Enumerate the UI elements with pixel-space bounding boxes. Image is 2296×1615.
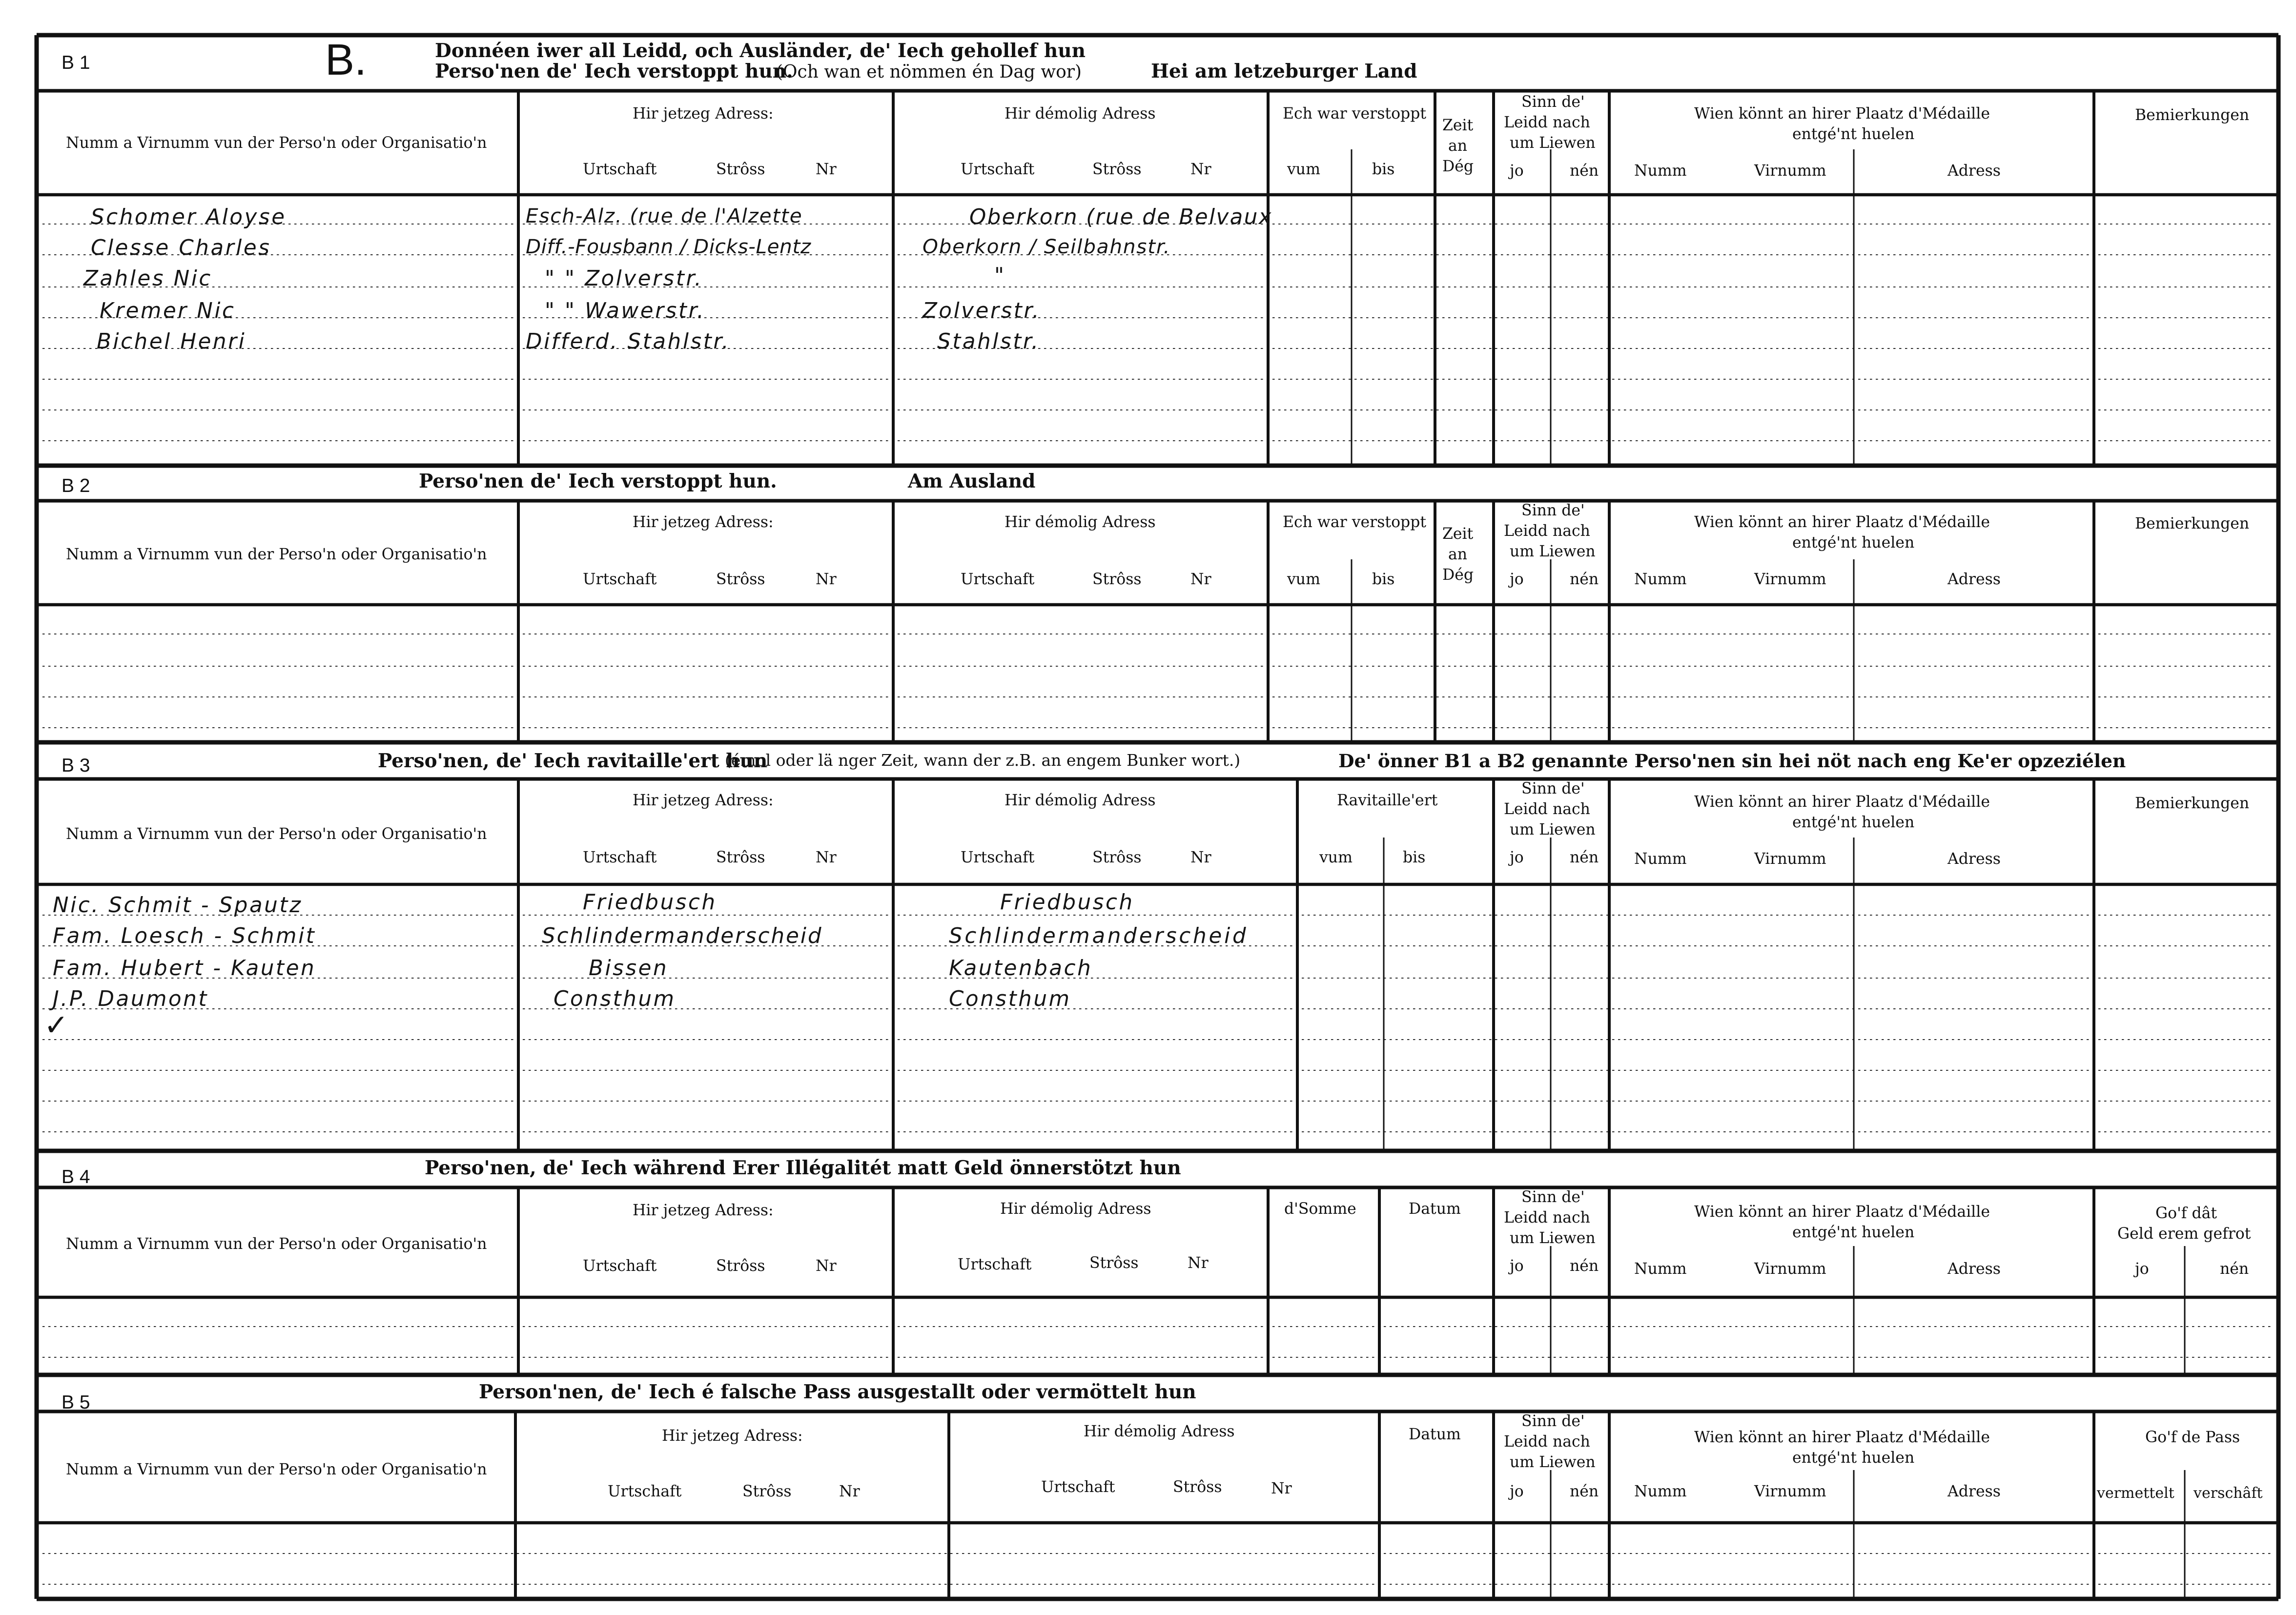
header-sum: d'Somme bbox=[1284, 1201, 1356, 1218]
header-alive: um Liewen bbox=[1510, 821, 1596, 839]
header-from: vum bbox=[1287, 571, 1320, 589]
header-town: Urtschaft bbox=[961, 571, 1035, 589]
section-b2-title: Perso'nen de' Iech verstoppt hun. bbox=[419, 471, 777, 493]
section-b1-subtitle: Perso'nen de' Iech verstoppt hun. bbox=[435, 61, 793, 83]
entry-current-address: " " Wawerstr. bbox=[545, 300, 706, 324]
header-town: Urtschaft bbox=[583, 1258, 657, 1275]
header-no: nén bbox=[1570, 849, 1599, 867]
header-alive: Leidd nach bbox=[1504, 114, 1590, 132]
header-street: Strôss bbox=[716, 161, 765, 179]
header-street: Strôss bbox=[1092, 849, 1142, 867]
entry-current-address: Schlindermanderscheid bbox=[542, 925, 823, 949]
header-number: Nr bbox=[1271, 1480, 1292, 1498]
header-money-back: Go'f dât bbox=[2155, 1205, 2217, 1223]
header-first-name: Virnumm bbox=[1754, 851, 1826, 868]
section-b3-extra: De' önner B1 a B2 genannte Perso'nen sin hei nöt nach eng Ke'er opzeziélen bbox=[1338, 750, 2126, 772]
section-b1-title: Donnéen iwer all Leidd, och Ausländer, de' Iech gehollef hun bbox=[435, 41, 1086, 63]
header-yes: jo bbox=[1510, 1258, 1524, 1275]
entry-name: Fam. Hubert - Kauten bbox=[53, 958, 316, 981]
entry-name: J.P. Daumont bbox=[53, 988, 209, 1012]
header-first-name: Virnumm bbox=[1754, 163, 1826, 180]
header-arranged: vermettelt bbox=[2097, 1486, 2174, 1502]
entry-name: Kremer Nic bbox=[100, 300, 236, 324]
header-number: Nr bbox=[1190, 849, 1211, 867]
entry-current-address: Differd. Stahlstr. bbox=[526, 331, 731, 354]
section-b1-place: Hei am letzeburger Land bbox=[1151, 61, 1417, 83]
header-current-address: Hir jetzeg Adress: bbox=[633, 514, 774, 532]
header-no: nén bbox=[2220, 1261, 2249, 1278]
header-first-name: Virnumm bbox=[1754, 1483, 1826, 1501]
header-medal: Wien könnt an hirer Plaatz d'Médaille bbox=[1694, 105, 1990, 123]
header-town: Urtschaft bbox=[583, 571, 657, 589]
header-medal: Wien könnt an hirer Plaatz d'Médaille bbox=[1694, 1204, 1990, 1221]
header-time: an bbox=[1448, 138, 1468, 155]
header-address: Adress bbox=[1948, 1261, 2001, 1278]
header-number: Nr bbox=[816, 849, 837, 867]
header-name: Numm a Virnumm vun der Perso'n oder Organisatio'n bbox=[66, 826, 487, 843]
checkmark-icon: ✓ bbox=[44, 1007, 70, 1043]
header-number: Nr bbox=[1188, 1255, 1209, 1272]
header-street: Strôss bbox=[716, 849, 765, 867]
header-surname: Numm bbox=[1634, 1261, 1687, 1278]
header-current-address: Hir jetzeg Adress: bbox=[633, 105, 774, 123]
entry-current-address: Friedbusch bbox=[583, 892, 717, 915]
header-remarks: Bemierkungen bbox=[2135, 795, 2250, 813]
header-address: Adress bbox=[1948, 851, 2001, 868]
header-supplied: Ravitaille'ert bbox=[1337, 792, 1438, 810]
section-b2-place: Am Ausland bbox=[908, 471, 1036, 493]
header-alive: Leidd nach bbox=[1504, 1209, 1590, 1227]
header-medal: entgé'nt huelen bbox=[1792, 1450, 1915, 1467]
header-time: Dég bbox=[1442, 567, 1474, 584]
header-former-address: Hir démolig Adress bbox=[1084, 1423, 1235, 1441]
header-street: Strôss bbox=[1092, 571, 1142, 589]
header-alive: Leidd nach bbox=[1504, 801, 1590, 818]
header-former-address: Hir démolig Adress bbox=[1004, 514, 1156, 532]
entry-former-address: Zolverstr. bbox=[922, 300, 1041, 324]
entry-current-address: Diff.-Fousbann / Dicks-Lentz bbox=[526, 236, 811, 259]
header-from: vum bbox=[1319, 849, 1353, 867]
header-until: bis bbox=[1403, 849, 1426, 867]
entry-name: Nic. Schmit - Spautz bbox=[53, 895, 303, 918]
header-former-address: Hir démolig Adress bbox=[1000, 1201, 1151, 1218]
entry-name: Clesse Charles bbox=[91, 237, 271, 261]
header-date: Datum bbox=[1409, 1426, 1461, 1444]
header-number: Nr bbox=[1190, 161, 1211, 179]
header-yes: jo bbox=[1510, 849, 1524, 867]
header-from: vum bbox=[1287, 161, 1320, 179]
section-b1-code: B 1 bbox=[62, 51, 90, 73]
header-hidden-period: Ech war verstoppt bbox=[1283, 514, 1427, 532]
header-town: Urtschaft bbox=[1041, 1479, 1115, 1496]
header-no: nén bbox=[1570, 163, 1599, 180]
entry-current-address: Esch-Alz. (rue de l'Alzette bbox=[526, 205, 803, 228]
header-alive: um Liewen bbox=[1510, 543, 1596, 561]
header-medal: Wien könnt an hirer Plaatz d'Médaille bbox=[1694, 1429, 1990, 1447]
header-street: Strôss bbox=[1092, 161, 1142, 179]
entry-name: Bichel Henri bbox=[97, 331, 246, 354]
entry-former-address: Kautenbach bbox=[949, 958, 1093, 981]
entry-name: Zahles Nic bbox=[83, 268, 212, 291]
header-no: nén bbox=[1570, 571, 1599, 589]
header-first-name: Virnumm bbox=[1754, 571, 1826, 589]
entry-former-address: " bbox=[994, 265, 1006, 288]
header-yes: jo bbox=[2135, 1261, 2149, 1278]
header-surname: Numm bbox=[1634, 1483, 1687, 1501]
header-yes: jo bbox=[1510, 571, 1524, 589]
header-surname: Numm bbox=[1634, 851, 1687, 868]
header-time: Zeit bbox=[1442, 117, 1474, 135]
header-issued: verschâft bbox=[2194, 1486, 2263, 1502]
entry-current-address: " " Zolverstr. bbox=[545, 268, 703, 291]
entry-former-address: Oberkorn (rue de Belvaux bbox=[969, 206, 1272, 230]
header-number: Nr bbox=[816, 161, 837, 179]
header-name: Numm a Virnumm vun der Perso'n oder Organisatio'n bbox=[66, 1236, 487, 1253]
entry-former-address: Friedbusch bbox=[1000, 892, 1134, 915]
header-alive: Sinn de' bbox=[1521, 502, 1585, 520]
header-yes: jo bbox=[1510, 163, 1524, 180]
header-former-address: Hir démolig Adress bbox=[1004, 792, 1156, 810]
header-current-address: Hir jetzeg Adress: bbox=[633, 792, 774, 810]
header-number: Nr bbox=[816, 571, 837, 589]
entry-name: Fam. Loesch - Schmit bbox=[53, 925, 316, 949]
header-first-name: Virnumm bbox=[1754, 1261, 1826, 1278]
header-yes: jo bbox=[1510, 1483, 1524, 1501]
header-until: bis bbox=[1372, 571, 1395, 589]
header-time: Zeit bbox=[1442, 526, 1474, 543]
header-town: Urtschaft bbox=[608, 1483, 682, 1501]
header-alive: Leidd nach bbox=[1504, 1433, 1590, 1451]
entry-current-address: Bissen bbox=[589, 958, 669, 981]
entry-current-address: Consthum bbox=[554, 988, 676, 1012]
form-letter: B. bbox=[325, 37, 367, 85]
header-time: Dég bbox=[1442, 158, 1474, 176]
section-b1-note: (Och wan et nömmen én Dag wor) bbox=[776, 61, 1082, 82]
header-medal: Wien könnt an hirer Plaatz d'Médaille bbox=[1694, 794, 1990, 811]
section-b3-note: (émol oder lä nger Zeit, wann der z.B. an engem Bunker wort.) bbox=[725, 751, 1241, 770]
header-street: Strôss bbox=[716, 1258, 765, 1275]
entry-former-address: Schlindermanderscheid bbox=[949, 925, 1249, 949]
header-street: Strôss bbox=[1173, 1479, 1222, 1496]
header-town: Urtschaft bbox=[961, 849, 1035, 867]
entry-former-address: Oberkorn / Seilbahnstr. bbox=[922, 236, 1171, 259]
header-surname: Numm bbox=[1634, 163, 1687, 180]
header-no: nén bbox=[1570, 1483, 1599, 1501]
header-current-address: Hir jetzeg Adress: bbox=[662, 1428, 803, 1445]
header-town: Urtschaft bbox=[583, 849, 657, 867]
header-hidden-period: Ech war verstoppt bbox=[1283, 105, 1427, 123]
header-number: Nr bbox=[1190, 571, 1211, 589]
section-b5-code: B 5 bbox=[62, 1391, 90, 1413]
header-alive: um Liewen bbox=[1510, 135, 1596, 152]
header-surname: Numm bbox=[1634, 571, 1687, 589]
header-until: bis bbox=[1372, 161, 1395, 179]
header-time: an bbox=[1448, 546, 1468, 564]
header-street: Strôss bbox=[742, 1483, 792, 1501]
header-remarks: Bemierkungen bbox=[2135, 107, 2250, 124]
entry-former-address: Consthum bbox=[949, 988, 1071, 1012]
header-street: Strôss bbox=[1089, 1255, 1139, 1272]
header-former-address: Hir démolig Adress bbox=[1004, 105, 1156, 123]
entry-name: Schomer Aloyse bbox=[91, 206, 287, 230]
header-address: Adress bbox=[1948, 1483, 2001, 1501]
header-alive: um Liewen bbox=[1510, 1230, 1596, 1247]
section-b4-code: B 4 bbox=[62, 1165, 90, 1187]
header-remarks: Bemierkungen bbox=[2135, 515, 2250, 533]
header-town: Urtschaft bbox=[961, 161, 1035, 179]
section-b2-code: B 2 bbox=[62, 474, 90, 496]
header-number: Nr bbox=[816, 1258, 837, 1275]
header-current-address: Hir jetzeg Adress: bbox=[633, 1202, 774, 1220]
header-pass-given: Go'f de Pass bbox=[2145, 1429, 2240, 1447]
section-b5-title: Person'nen, de' Iech é falsche Pass ausgestallt oder vermöttelt hun bbox=[479, 1382, 1196, 1404]
header-name: Numm a Virnumm vun der Perso'n oder Organisatio'n bbox=[66, 135, 487, 152]
header-date: Datum bbox=[1409, 1201, 1461, 1218]
entry-former-address: Stahlstr. bbox=[937, 331, 1040, 354]
header-street: Strôss bbox=[716, 571, 765, 589]
header-medal: entgé'nt huelen bbox=[1792, 534, 1915, 552]
header-town: Urtschaft bbox=[958, 1256, 1032, 1274]
section-b3-code: B 3 bbox=[62, 754, 90, 776]
section-b3-title: Perso'nen, de' Iech ravitaille'ert hun bbox=[378, 751, 768, 773]
header-no: nén bbox=[1570, 1258, 1599, 1275]
header-address: Adress bbox=[1948, 571, 2001, 589]
header-medal: entgé'nt huelen bbox=[1792, 126, 1915, 143]
section-b4-title: Perso'nen, de' Iech während Erer Illégalitét matt Geld önnerstötzt hun bbox=[425, 1158, 1181, 1180]
header-alive: Sinn de' bbox=[1521, 1413, 1585, 1431]
header-alive: Sinn de' bbox=[1521, 94, 1585, 111]
header-medal: entgé'nt huelen bbox=[1792, 814, 1915, 832]
header-name: Numm a Virnumm vun der Perso'n oder Organisatio'n bbox=[66, 546, 487, 564]
header-medal: Wien könnt an hirer Plaatz d'Médaille bbox=[1694, 514, 1990, 532]
header-alive: Leidd nach bbox=[1504, 523, 1590, 540]
header-money-back: Geld erem gefrot bbox=[2117, 1226, 2251, 1243]
header-town: Urtschaft bbox=[583, 161, 657, 179]
header-address: Adress bbox=[1948, 163, 2001, 180]
header-alive: um Liewen bbox=[1510, 1454, 1596, 1472]
header-name: Numm a Virnumm vun der Perso'n oder Organisatio'n bbox=[66, 1461, 487, 1479]
header-alive: Sinn de' bbox=[1521, 1189, 1585, 1206]
header-medal: entgé'nt huelen bbox=[1792, 1224, 1915, 1242]
header-number: Nr bbox=[839, 1483, 860, 1501]
header-alive: Sinn de' bbox=[1521, 780, 1585, 798]
